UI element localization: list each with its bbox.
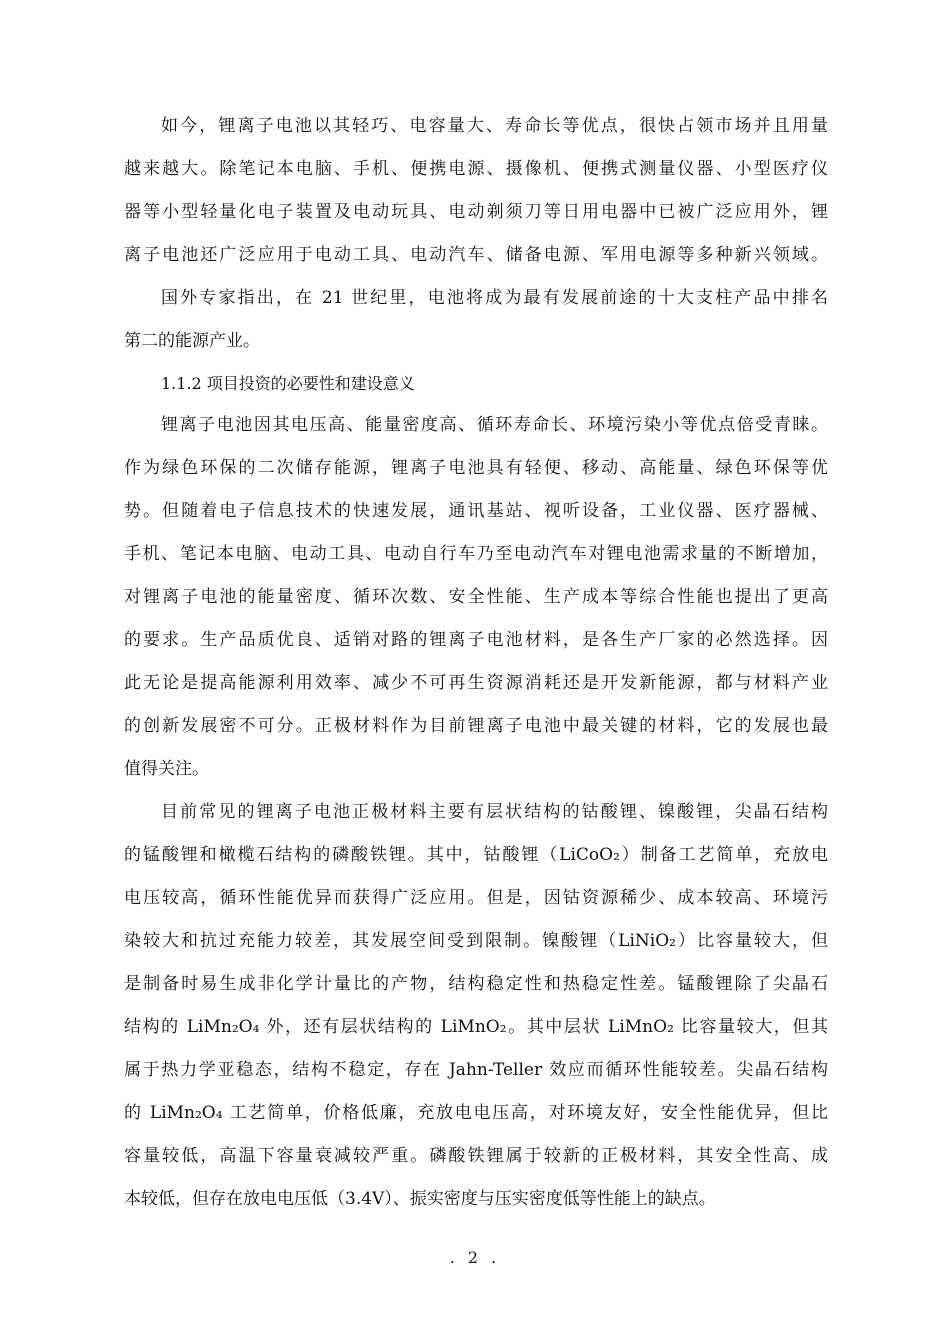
paragraph-3-line-5: 对锂离子电池的能量密度、循环次数、安全性能、生产成本等综合性能也提出了更高 [124,587,828,607]
paragraph-1-line-4: 离子电池还广泛应用于电动工具、电动汽车、储备电源、军用电源等多种新兴领域。 [124,245,828,265]
paragraph-4-line-2: 的锰酸锂和橄榄石结构的磷酸铁锂。其中，钴酸锂（LiCoO₂）制备工艺简单，充放电 [124,845,828,865]
paragraph-3-line-4: 手机、笔记本电脑、电动工具、电动自行车乃至电动汽车对锂电池需求量的不断增加， [124,544,828,564]
paragraph-3-line-6: 的要求。生产品质优良、适销对路的锂离子电池材料，是各生产厂家的必然选择。因 [124,630,828,650]
page-number: . 2 . [449,1248,501,1267]
paragraph-2-line-1: 国外专家指出，在 21 世纪里，电池将成为最有发展前途的十大支柱产品中排名 [161,288,828,308]
paragraph-1-line-2: 越来越大。除笔记本电脑、手机、便携电源、摄像机、便携式测量仪器、小型医疗仪 [124,159,828,179]
paragraph-3-line-2: 作为绿色环保的二次储存能源，锂离子电池具有轻便、移动、高能量、绿色环保等优 [124,458,828,478]
paragraph-3-line-1: 锂离子电池因其电压高、能量密度高、循环寿命长、环境污染小等优点倍受青睐。 [161,415,828,435]
section-heading: 1.1.2 项目投资的必要性和建设意义 [161,374,415,393]
paragraph-1-line-3: 器等小型轻量化电子装置及电动玩具、电动剃须刀等日用电器中已被广泛应用外，锂 [124,202,828,222]
paragraph-4-line-5: 是制备时易生成非化学计量比的产物，结构稳定性和热稳定性差。锰酸锂除了尖晶石 [124,974,828,994]
paragraph-4-line-8: 的 LiMn₂O₄ 工艺简单，价格低廉，充放电电压高，对环境友好，安全性能优异，但比 [124,1103,828,1123]
paragraph-4-line-1: 目前常见的锂离子电池正极材料主要有层状结构的钴酸锂、镍酸锂，尖晶石结构 [161,802,828,822]
paragraph-3-line-7: 此无论是提高能源利用效率、减少不可再生资源消耗还是开发新能源，都与材料产业 [124,673,828,693]
paragraph-4-line-4: 染较大和抗过充能力较差，其发展空间受到限制。镍酸锂（LiNiO₂）比容量较大，但 [124,931,828,951]
paragraph-4-line-3: 电压较高，循环性能优异而获得广泛应用。但是，因钴资源稀少、成本较高、环境污 [124,888,828,908]
paragraph-1-line-1: 如今，锂离子电池以其轻巧、电容量大、寿命长等优点，很快占领市场并且用量 [161,116,828,136]
paragraph-3-line-9: 值得关注。 [124,759,209,779]
paragraph-2-line-2: 第二的能源产业。 [124,331,260,351]
paragraph-4-line-10: 本较低，但存在放电电压低（3.4V）、振实密度与压实密度低等性能上的缺点。 [124,1189,716,1209]
paragraph-4-line-6: 结构的 LiMn₂O₄ 外，还有层状结构的 LiMnO₂。其中层状 LiMnO₂ 比容量较大，但其 [124,1017,828,1037]
paragraph-3-line-3: 势。但随着电子信息技术的快速发展，通讯基站、视听设备，工业仪器、医疗器械、 [124,501,828,521]
paragraph-4-line-9: 容量较低，高温下容量衰减较严重。磷酸铁锂属于较新的正极材料，其安全性高、成 [124,1146,828,1166]
paragraph-3-line-8: 的创新发展密不可分。正极材料作为目前锂离子电池中最关键的材料，它的发展也最 [124,716,828,736]
paragraph-4-line-7: 属于热力学亚稳态，结构不稳定，存在 Jahn-Teller 效应而循环性能较差。尖晶石结构 [124,1060,828,1080]
